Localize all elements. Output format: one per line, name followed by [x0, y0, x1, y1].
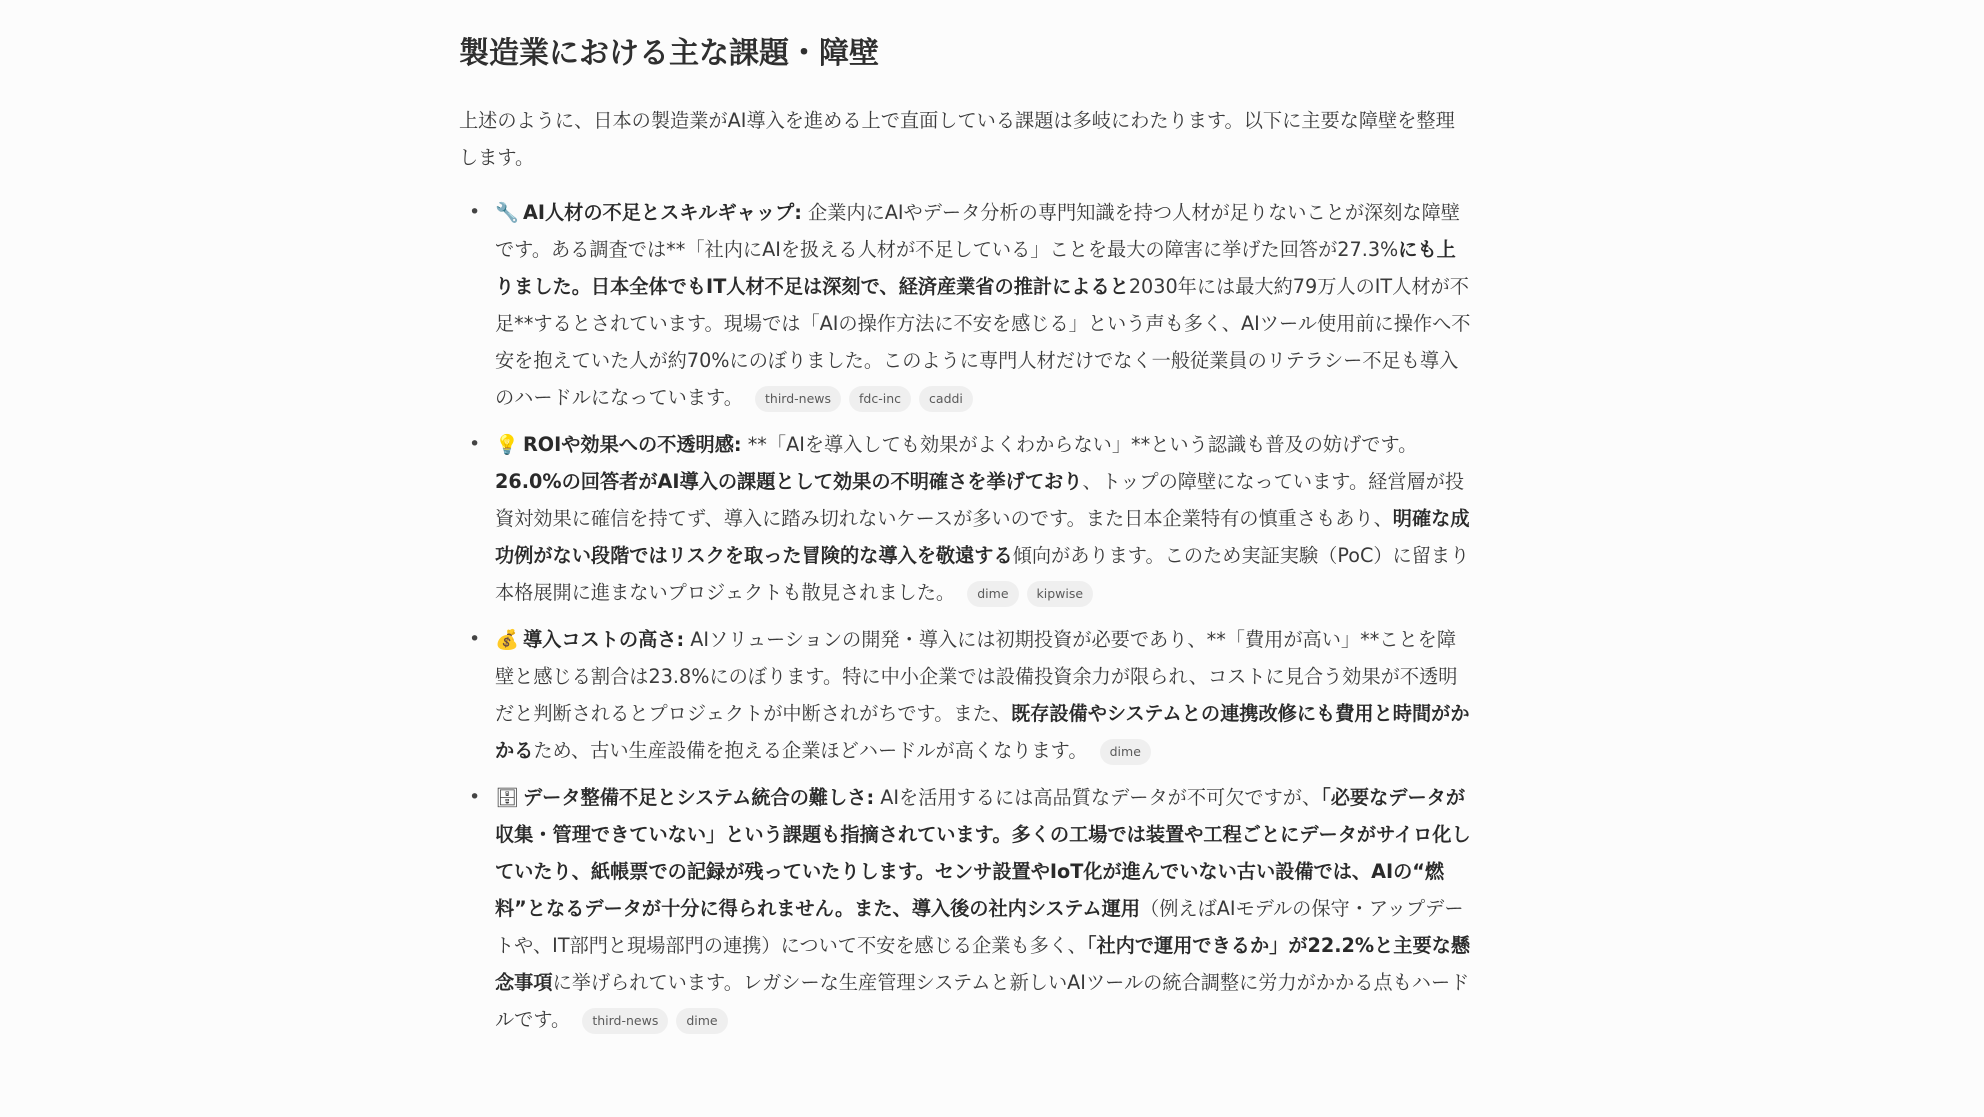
item-emphasis: 「必要なデータが収集・管理できていない」という課題も指摘されています。多くの工場では装置や工程ごとにデータがサイロ化していたり、紙帳票での記録が残っていたりします。センサ設置やIoT化が進んでいない古い設備では、AIの“燃料”となるデータが十分に得られません。また、導入後の社内システム運用 [495, 786, 1471, 920]
item-title: AI人材の不足とスキルギャップ: [523, 201, 802, 224]
bullet-dot: • [469, 433, 481, 455]
item-title: ROIや効果への不透明感: [523, 433, 742, 456]
list-item [459, 779, 1471, 1038]
item-text: AIソリューションの開発・導入には初期投資が必要であり、**「費用が高い」**ことを障壁と感じる割合は23.8%にのぼります。特に中小企業では設備投資余力が限られ、コストに見合う効果が不透明だと判断されるとプロジェクトが中断されがちです。また、 [495, 628, 1458, 725]
database-icon: 🗄 [495, 786, 520, 809]
lightbulb-icon: 💡 [495, 433, 519, 456]
item-title: 導入コストの高さ: [523, 628, 685, 651]
bullet-dot: • [469, 201, 481, 223]
item-text: AIを活用するには高品質なデータが不可欠ですが、 [874, 786, 1322, 809]
source-tag[interactable]: kipwise [1027, 581, 1094, 607]
source-tag[interactable]: third-news [755, 386, 841, 412]
bullet-dot: • [469, 628, 481, 650]
item-text: に挙げられています。レガシーな生産管理システムと新しいAIツールの統合調整に労力がかかる点もハードルです。 [495, 971, 1470, 1031]
item-emphasis: 明確な成功例がない段階ではリスクを取った冒険的な導入を敬遠する [495, 507, 1470, 567]
list-item [459, 194, 1471, 416]
item-text: 傾向があります。このため実証実験（PoC）に留まり本格展開に進まないプロジェクトも散見されました。 [495, 544, 1470, 604]
item-text: 2030年には最大約79万人のIT人材が不足**するとされています。現場では「AIの操作方法に不安を感じる」という声も多く、AIツール使用前に操作へ不安を抱えていた人が約70%にのぼりました。このように専門人材だけでなく一般従業員のリテラシー不足も導入のハードルになっています。 [495, 275, 1471, 409]
item-text: 企業内にAIやデータ分析の専門知識を持つ人材が足りないことが深刻な障壁です。ある調査では**「社内にAIを扱える人材が不足している」ことを最大の障害に挙げた回答が27.3% [495, 201, 1460, 261]
list-item [459, 426, 1471, 611]
list-item [459, 621, 1471, 769]
item-text: **「AIを導入しても効果がよくわからない」**という認識も普及の妨げです。 [741, 433, 1418, 456]
page-title: 製造業における主な課題・障壁 [459, 36, 879, 71]
wrench-icon: 🔧 [495, 201, 519, 224]
item-text: 、トップの障壁になっています。経営層が投資対効果に確信を持てず、導入に踏み切れないケースが多いのです。また日本企業特有の慎重さもあり、 [495, 470, 1465, 530]
source-tag[interactable]: dime [1100, 739, 1151, 765]
source-tag[interactable]: third-news [582, 1008, 668, 1034]
source-tag[interactable]: dime [967, 581, 1018, 607]
source-tag[interactable]: caddi [919, 386, 973, 412]
challenge-list [459, 194, 1471, 1038]
item-emphasis: 既存設備やシステムとの連携改修にも費用と時間がかかる [495, 702, 1470, 762]
item-emphasis: にも上りました。日本全体でもIT人材不足は深刻で、経済産業省の推計によると [495, 238, 1456, 298]
item-emphasis: 26.0%の回答者がAI導入の課題として効果の不明確さを挙げており [495, 470, 1083, 493]
item-text: （例えばAIモデルの保守・アップデートや、IT部門と現場部門の連携）について不安を感じる企業も多く、 [495, 897, 1464, 957]
money-bag-icon: 💰 [495, 628, 519, 651]
item-text: ため、古い生産設備を抱える企業ほどハードルが高くなります。 [533, 739, 1088, 762]
bullet-dot: • [469, 786, 481, 808]
source-tag[interactable]: dime [676, 1008, 727, 1034]
source-tag[interactable]: fdc-inc [849, 386, 911, 412]
article [459, 26, 1471, 1048]
item-emphasis: 「社内で運用できるか」が22.2%と主要な懸念事項 [495, 934, 1471, 994]
item-title: データ整備不足とシステム統合の難しさ: [523, 786, 875, 809]
intro-paragraph: 上述のように、日本の製造業がAI導入を進める上で直面している課題は多岐にわたります。以下に主要な障壁を整理します。 [459, 109, 1455, 169]
